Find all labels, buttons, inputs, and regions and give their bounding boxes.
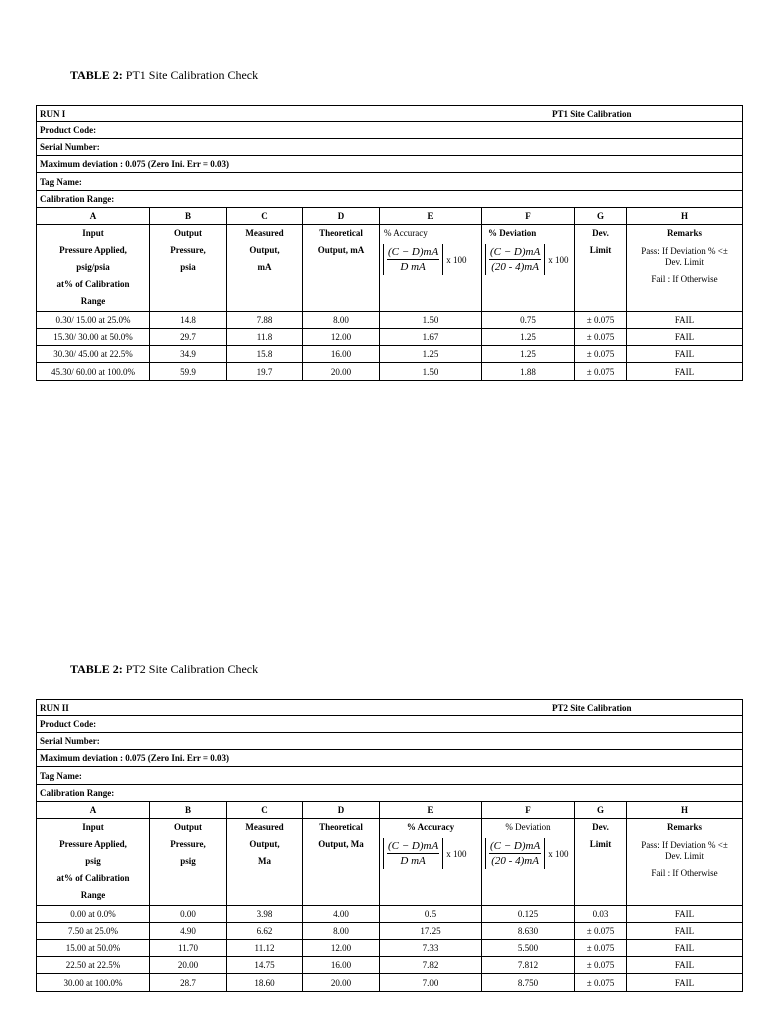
cell-accuracy: 1.50 bbox=[380, 363, 482, 381]
cell-measured-output: 11.8 bbox=[227, 329, 303, 346]
cell-remarks: FAIL bbox=[627, 940, 743, 957]
accuracy-formula bbox=[380, 838, 481, 869]
cell-measured-output: 18.60 bbox=[227, 974, 303, 992]
product-code-label: Product Code: bbox=[37, 122, 743, 139]
cell-dev-limit: ± 0.075 bbox=[575, 346, 627, 363]
header-line: Dev. bbox=[592, 822, 609, 832]
max-deviation-row bbox=[37, 156, 743, 173]
column-letter: C bbox=[227, 208, 303, 225]
tag-name-label: Tag Name: bbox=[37, 767, 743, 785]
column-letter: G bbox=[575, 208, 627, 225]
header-theoretical-output bbox=[303, 819, 380, 906]
cell-input-pressure: 0.30/ 15.00 at 25.0% bbox=[37, 312, 150, 329]
cell-remarks: FAIL bbox=[627, 974, 743, 992]
header-measured-output bbox=[227, 225, 303, 312]
run-row bbox=[37, 106, 743, 122]
header-line: Range bbox=[80, 296, 106, 306]
cell-remarks: FAIL bbox=[627, 923, 743, 940]
tag-name-label: Tag Name: bbox=[37, 173, 743, 191]
header-output-pressure bbox=[150, 819, 227, 906]
table-title-label: TABLE 2: bbox=[70, 68, 123, 82]
column-letter: D bbox=[303, 802, 380, 819]
cell-dev-limit: ± 0.075 bbox=[575, 312, 627, 329]
cell-dev-limit: ± 0.075 bbox=[575, 974, 627, 992]
column-letter: G bbox=[575, 802, 627, 819]
column-letter: D bbox=[303, 208, 380, 225]
cell-deviation: 1.88 bbox=[482, 363, 575, 381]
pass-criteria-line: Dev. Limit bbox=[665, 851, 704, 861]
cell-remarks: FAIL bbox=[627, 329, 743, 346]
calibration-range-label: Calibration Range: bbox=[37, 785, 743, 802]
fail-criteria: Fail : If Otherwise bbox=[651, 868, 718, 878]
cell-accuracy: 7.33 bbox=[380, 940, 482, 957]
column-letter: A bbox=[37, 802, 150, 819]
accuracy-label: % Accuracy bbox=[384, 228, 428, 238]
cell-output-pressure: 59.9 bbox=[150, 363, 227, 381]
run-label: RUN I bbox=[40, 108, 66, 119]
column-letter: B bbox=[150, 208, 227, 225]
table-row bbox=[37, 957, 743, 974]
cell-deviation: 8.630 bbox=[482, 923, 575, 940]
header-line: Output, Ma bbox=[318, 839, 364, 849]
formula-multiplier: x 100 bbox=[446, 848, 467, 859]
cell-output-pressure: 34.9 bbox=[150, 346, 227, 363]
column-letter: C bbox=[227, 802, 303, 819]
cell-input-pressure: 0.00 at 0.0% bbox=[37, 906, 150, 923]
column-letter: E bbox=[380, 802, 482, 819]
table-title-label: TABLE 2: bbox=[70, 662, 123, 676]
column-letter-row bbox=[37, 208, 743, 225]
cell-input-pressure: 15.00 at 50.0% bbox=[37, 940, 150, 957]
run-cell bbox=[37, 700, 743, 716]
header-line: Measured bbox=[245, 228, 284, 238]
table-title-text: PT1 Site Calibration Check bbox=[125, 68, 259, 82]
cell-output-pressure: 0.00 bbox=[150, 906, 227, 923]
cell-input-pressure: 30.30/ 45.00 at 22.5% bbox=[37, 346, 150, 363]
column-letter: H bbox=[627, 208, 743, 225]
cell-deviation: 5.500 bbox=[482, 940, 575, 957]
site-calibration-label: PT2 Site Calibration bbox=[552, 702, 632, 713]
cell-remarks: FAIL bbox=[627, 363, 743, 381]
product-code-row bbox=[37, 716, 743, 733]
header-accuracy bbox=[380, 225, 482, 312]
header-line: Output bbox=[173, 228, 202, 238]
max-deviation-label: Maximum deviation : 0.075 (Zero Ini. Err = 0.03) bbox=[37, 156, 743, 173]
header-dev-limit bbox=[575, 225, 627, 312]
table-title-text: PT2 Site Calibration Check bbox=[125, 662, 259, 676]
column-header-row bbox=[37, 225, 743, 312]
cell-accuracy: 1.67 bbox=[380, 329, 482, 346]
cell-input-pressure: 45.30/ 60.00 at 100.0% bbox=[37, 363, 150, 381]
header-dev-limit bbox=[575, 819, 627, 906]
cell-accuracy: 7.82 bbox=[380, 957, 482, 974]
cell-measured-output: 11.12 bbox=[227, 940, 303, 957]
column-letter: B bbox=[150, 802, 227, 819]
site-calibration-label: PT1 Site Calibration bbox=[552, 108, 632, 119]
cell-dev-limit: ± 0.075 bbox=[575, 329, 627, 346]
header-line: Limit bbox=[589, 839, 612, 849]
run-row bbox=[37, 700, 743, 716]
cell-remarks: FAIL bbox=[627, 312, 743, 329]
header-line: Pressure Applied, bbox=[59, 245, 127, 255]
deviation-formula bbox=[482, 838, 574, 869]
deviation-label: % Deviation bbox=[488, 228, 537, 238]
header-line: Theoretical bbox=[319, 228, 363, 238]
column-letter: A bbox=[37, 208, 150, 225]
header-line: Dev. bbox=[592, 228, 609, 238]
run-cell bbox=[37, 106, 743, 122]
header-line: Output bbox=[173, 822, 202, 832]
header-accuracy bbox=[380, 819, 482, 906]
absolute-value-bars bbox=[485, 244, 545, 275]
cell-measured-output: 15.8 bbox=[227, 346, 303, 363]
column-letter: F bbox=[482, 208, 575, 225]
cell-theoretical-output: 16.00 bbox=[303, 346, 380, 363]
header-input-pressure bbox=[37, 819, 150, 906]
deviation-formula bbox=[482, 244, 574, 275]
header-output-pressure bbox=[150, 225, 227, 312]
header-deviation bbox=[482, 225, 575, 312]
calibration-range-row bbox=[37, 785, 743, 802]
accuracy-formula bbox=[380, 244, 481, 275]
cell-deviation: 7.812 bbox=[482, 957, 575, 974]
header-line: Pressure, bbox=[170, 839, 206, 849]
cell-output-pressure: 4.90 bbox=[150, 923, 227, 940]
tag-name-row bbox=[37, 767, 743, 785]
calibration-range-row bbox=[37, 191, 743, 208]
run-label: RUN II bbox=[40, 702, 69, 713]
cell-input-pressure: 7.50 at 25.0% bbox=[37, 923, 150, 940]
deviation-label: % Deviation bbox=[505, 822, 551, 832]
serial-number-label: Serial Number: bbox=[37, 139, 743, 156]
header-line: Output, mA bbox=[317, 245, 365, 255]
header-line: Output, bbox=[249, 245, 280, 255]
calibration-range-label: Calibration Range: bbox=[37, 191, 743, 208]
table-row bbox=[37, 906, 743, 923]
absolute-value-bars bbox=[383, 838, 443, 869]
formula-denominator: (20 - 4)mA bbox=[489, 259, 541, 274]
cell-output-pressure: 14.8 bbox=[150, 312, 227, 329]
formula-numerator: (C − D)mA bbox=[388, 246, 439, 258]
cell-deviation: 1.25 bbox=[482, 346, 575, 363]
column-letter-row bbox=[37, 802, 743, 819]
pass-criteria bbox=[627, 246, 742, 268]
pt1-table-title bbox=[70, 68, 258, 82]
cell-dev-limit: ± 0.075 bbox=[575, 940, 627, 957]
cell-accuracy: 0.5 bbox=[380, 906, 482, 923]
absolute-value-bars bbox=[383, 244, 443, 275]
remarks-title: Remarks bbox=[667, 822, 702, 832]
header-line: at% of Calibration bbox=[56, 279, 130, 289]
cell-dev-limit: ± 0.075 bbox=[575, 923, 627, 940]
cell-output-pressure: 20.00 bbox=[150, 957, 227, 974]
cell-theoretical-output: 20.00 bbox=[303, 363, 380, 381]
header-line: Range bbox=[80, 890, 106, 900]
header-line: Theoretical bbox=[319, 822, 363, 832]
header-line: psig bbox=[85, 856, 101, 866]
formula-numerator: (C − D)mA bbox=[490, 840, 541, 852]
column-letter: F bbox=[482, 802, 575, 819]
max-deviation-row bbox=[37, 750, 743, 767]
header-line: psia bbox=[180, 262, 196, 272]
cell-theoretical-output: 8.00 bbox=[303, 312, 380, 329]
column-letter: E bbox=[380, 208, 482, 225]
formula-denominator: D mA bbox=[387, 259, 439, 274]
cell-theoretical-output: 16.00 bbox=[303, 957, 380, 974]
cell-input-pressure: 30.00 at 100.0% bbox=[37, 974, 150, 992]
table-row bbox=[37, 363, 743, 381]
cell-input-pressure: 15.30/ 30.00 at 50.0% bbox=[37, 329, 150, 346]
header-line: psig bbox=[180, 856, 196, 866]
table-row bbox=[37, 974, 743, 992]
formula-numerator: (C − D)mA bbox=[490, 246, 541, 258]
cell-accuracy: 1.50 bbox=[380, 312, 482, 329]
table-row bbox=[37, 312, 743, 329]
cell-accuracy: 17.25 bbox=[380, 923, 482, 940]
pass-criteria-line: Pass: If Deviation % <± bbox=[641, 246, 728, 256]
cell-output-pressure: 29.7 bbox=[150, 329, 227, 346]
remarks-title: Remarks bbox=[667, 228, 702, 238]
formula-denominator: D mA bbox=[387, 853, 439, 868]
header-line: Pressure Applied, bbox=[59, 839, 127, 849]
max-deviation-label: Maximum deviation : 0.075 (Zero Ini. Err = 0.03) bbox=[37, 750, 743, 767]
column-letter: H bbox=[627, 802, 743, 819]
cell-deviation: 1.25 bbox=[482, 329, 575, 346]
absolute-value-bars bbox=[485, 838, 545, 869]
header-line: Limit bbox=[589, 245, 612, 255]
header-input-pressure bbox=[37, 225, 150, 312]
table-row bbox=[37, 346, 743, 363]
product-code-label: Product Code: bbox=[37, 716, 743, 733]
column-header-row bbox=[37, 819, 743, 906]
cell-measured-output: 6.62 bbox=[227, 923, 303, 940]
cell-measured-output: 3.98 bbox=[227, 906, 303, 923]
cell-deviation: 8.750 bbox=[482, 974, 575, 992]
tag-name-row bbox=[37, 173, 743, 191]
pass-criteria-line: Pass: If Deviation % <± bbox=[641, 840, 728, 850]
serial-number-row bbox=[37, 733, 743, 750]
cell-theoretical-output: 8.00 bbox=[303, 923, 380, 940]
header-measured-output bbox=[227, 819, 303, 906]
cell-deviation: 0.125 bbox=[482, 906, 575, 923]
table-row bbox=[37, 940, 743, 957]
header-line: Measured bbox=[245, 822, 284, 832]
header-line: Input bbox=[82, 228, 104, 238]
table-row bbox=[37, 923, 743, 940]
cell-theoretical-output: 12.00 bbox=[303, 329, 380, 346]
pt2-table-title bbox=[70, 662, 258, 676]
header-line: Pressure, bbox=[170, 245, 206, 255]
cell-deviation: 0.75 bbox=[482, 312, 575, 329]
header-line: Output, bbox=[249, 839, 280, 849]
cell-measured-output: 7.88 bbox=[227, 312, 303, 329]
header-line: mA bbox=[257, 262, 272, 272]
header-line: at% of Calibration bbox=[56, 873, 130, 883]
cell-output-pressure: 28.7 bbox=[150, 974, 227, 992]
header-line: Ma bbox=[258, 856, 271, 866]
header-remarks bbox=[627, 225, 743, 312]
fail-criteria: Fail : If Otherwise bbox=[651, 274, 718, 284]
pass-criteria bbox=[627, 840, 742, 862]
cell-theoretical-output: 4.00 bbox=[303, 906, 380, 923]
header-line: psig/psia bbox=[76, 262, 110, 272]
pt2-calibration-table bbox=[36, 699, 743, 992]
cell-remarks: FAIL bbox=[627, 906, 743, 923]
formula-multiplier: x 100 bbox=[548, 254, 569, 265]
header-deviation bbox=[482, 819, 575, 906]
cell-dev-limit: ± 0.075 bbox=[575, 363, 627, 381]
header-line: Input bbox=[82, 822, 104, 832]
header-theoretical-output bbox=[303, 225, 380, 312]
cell-remarks: FAIL bbox=[627, 957, 743, 974]
formula-numerator: (C − D)mA bbox=[388, 840, 439, 852]
serial-number-row bbox=[37, 139, 743, 156]
pt1-calibration-table bbox=[36, 105, 743, 381]
cell-theoretical-output: 20.00 bbox=[303, 974, 380, 992]
cell-remarks: FAIL bbox=[627, 346, 743, 363]
formula-multiplier: x 100 bbox=[548, 848, 569, 859]
cell-measured-output: 14.75 bbox=[227, 957, 303, 974]
formula-multiplier: x 100 bbox=[446, 254, 467, 265]
cell-accuracy: 7.00 bbox=[380, 974, 482, 992]
formula-denominator: (20 - 4)mA bbox=[489, 853, 541, 868]
table-row bbox=[37, 329, 743, 346]
accuracy-label: % Accuracy bbox=[406, 822, 455, 832]
product-code-row bbox=[37, 122, 743, 139]
cell-output-pressure: 11.70 bbox=[150, 940, 227, 957]
cell-measured-output: 19.7 bbox=[227, 363, 303, 381]
cell-accuracy: 1.25 bbox=[380, 346, 482, 363]
header-remarks bbox=[627, 819, 743, 906]
pass-criteria-line: Dev. Limit bbox=[665, 257, 704, 267]
cell-dev-limit: ± 0.075 bbox=[575, 957, 627, 974]
cell-dev-limit: 0.03 bbox=[575, 906, 627, 923]
serial-number-label: Serial Number: bbox=[37, 733, 743, 750]
cell-theoretical-output: 12.00 bbox=[303, 940, 380, 957]
cell-input-pressure: 22.50 at 22.5% bbox=[37, 957, 150, 974]
